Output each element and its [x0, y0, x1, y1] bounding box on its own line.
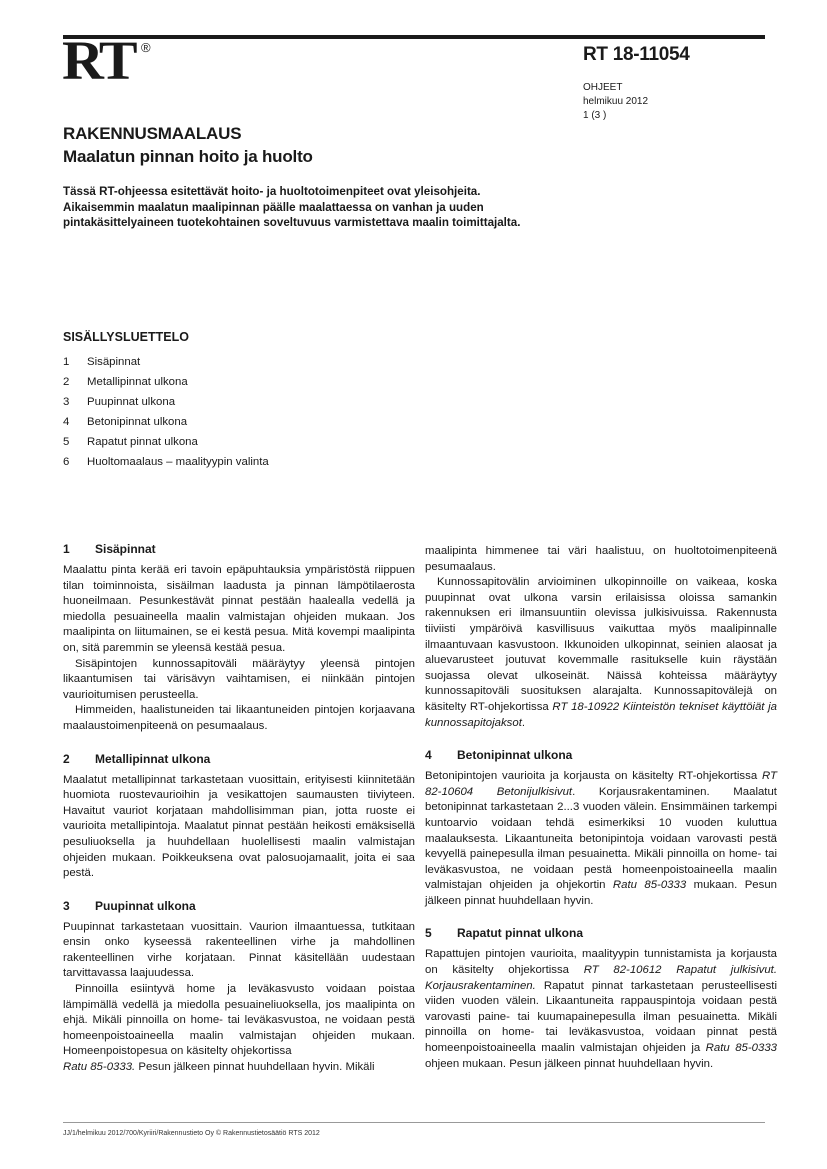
section-number: 4: [425, 748, 432, 763]
paragraph-text: Pinnoilla esiintyvä home ja leväkasvusto voidaan poistaa lämpimällä vedellä ja miedolla pesuaineliuoksella, jos maalipinta on ehjä. Mikäli pinnoilla on home- tai leväkasvustoa, ne voidaan pestä homeenpoistoaineella maalin valmistajan ohjeiden mukaan. Homeenpoistopesua on käsitelty ohjekortissa: [63, 983, 415, 1058]
toc-item[interactable]: [63, 352, 269, 372]
reference: RT 82-10604 Betonijulkisivut: [425, 770, 777, 798]
paragraph-text: ohjeen mukaan. Pesun jälkeen pinnat huuhdellaan hyvin.: [425, 1057, 714, 1070]
section-number: 3: [63, 898, 70, 913]
table-of-contents: [63, 352, 269, 472]
paragraph: [425, 575, 777, 731]
paragraph: Maalattu pinta kerää eri tavoin epäpuhtauksia ympäristöstä riippuen tilan toiminnoista, sisäilman laadusta ja pinnan lämpötilaerosta huoneilmaan. Pesunkestävät pinnat pestään haalealla vedellä ja miedolla pesuaineella maalin valmistajan ohjeiden mukaan. Jos maalipinta on liitumainen, se ei kestä pesua. Mitä kovempi maalipinta on, sitä paremmin se yleensä kestää pesua.: [63, 564, 415, 654]
intro-paragraph: [63, 184, 583, 231]
header-rule: [63, 35, 765, 39]
paragraph: maalipinta himmenee tai väri haalistuu, on huoltotoimenpiteenä pesumaalaus.: [425, 545, 777, 573]
section-number: 5: [425, 926, 432, 941]
intro-line: Aikaisemmin maalatun maalipinnan päälle maalattaessa on vanhan ja uuden: [63, 200, 484, 214]
reference: Ratu 85-0333.: [63, 1061, 136, 1074]
section-heading: [63, 751, 415, 767]
paragraph: Himmeiden, haalistuneiden tai likaantuneiden pintojen korjaavana maalaustoimenpiteenä on pesumaalaus.: [63, 704, 415, 732]
paragraph: Sisäpintojen kunnossapitoväli määräytyy yleensä pintojen likaantumisen tai värisävyn vaihtamisen, ei niinkään pintojen vaurioitumisen perusteella.: [63, 657, 415, 701]
toc-item-number: 3: [63, 396, 70, 408]
paragraph: [425, 769, 777, 909]
toc-item[interactable]: [63, 372, 269, 392]
paragraph-text: Pesun jälkeen pinnat huuhdellaan hyvin. Mikäli: [135, 1061, 375, 1074]
section-heading: [425, 747, 777, 763]
paragraph: [63, 982, 415, 1076]
toc-item-number: 5: [63, 436, 70, 448]
reference: Ratu 85-0333: [612, 879, 687, 892]
section-number: 2: [63, 751, 70, 766]
section-puupinnat: [63, 898, 415, 1076]
toc-title: SISÄLLYSLUETTELO: [63, 330, 189, 344]
footer-credits: JJ/1/helmikuu 2012/700/Kyriiri/Rakennustieto Oy © Rakennustietosäätiö RTS 2012: [63, 1130, 320, 1137]
section-title: Metallipinnat ulkona: [95, 751, 211, 766]
section-number: 1: [63, 542, 70, 556]
section-metallipinnat: [63, 751, 415, 882]
section-heading: [63, 898, 415, 914]
section-title: Rapatut pinnat ulkona: [457, 926, 583, 941]
toc-item-label: Betonipinnat ulkona: [87, 416, 188, 428]
paragraph-text: Betonipintojen vaurioita ja korjausta on käsitelty RT-ohjekortissa: [425, 770, 763, 783]
toc-item-label: Huoltomaalaus – maalityypin valinta: [87, 456, 269, 468]
section-title: Puupinnat ulkona: [95, 898, 196, 913]
paragraph-text: Rapatut pinnat tarkastetaan perusteellisesti viiden vuoden välein. Likaantuneita rappauspintoja voidaan pestä varovasti paine- tai kuumapainepesulla ilman pesuainetta. Mikäli pinnoilla on home- tai leväkasvustoa, voidaan pinnat pestä homeenpoistoaineella maalin valmistajan ohjeiden ja: [425, 979, 777, 1055]
section-title: Sisäpinnat: [95, 542, 156, 556]
paragraph-text: Rapattujen pintojen vaurioita, maalityypin tunnistamista ja korjausta on käsitelty ohjekortissa: [425, 948, 777, 977]
registered-mark-icon: ®: [141, 40, 151, 55]
page-number: 1 (3 ): [583, 110, 607, 121]
section-sisapinnat: [63, 541, 415, 735]
reference: RT 82-10612 Rapatut julkisivut. Korjausrakentaminen.: [425, 964, 777, 992]
section-betonipinnat: [425, 747, 777, 909]
intro-line: Tässä RT-ohjeessa esitettävät hoito- ja huoltotoimenpiteet ovat yleisohjeita.: [63, 185, 481, 198]
section-heading: [425, 925, 777, 941]
document-number: RT 18-11054: [583, 44, 690, 65]
document-subtitle: Maalatun pinnan hoito ja huolto: [63, 147, 313, 166]
reference: RT 18-10922 Kiinteistön tekniset käyttöiät ja kunnossapitojaksot: [425, 700, 777, 729]
footer-rule: [63, 1122, 765, 1123]
toc-item[interactable]: [63, 432, 269, 452]
section-rapatut-pinnat: [425, 925, 777, 1072]
toc-item-label: Metallipinnat ulkona: [87, 376, 188, 388]
toc-item[interactable]: [63, 392, 269, 412]
paragraph: Puupinnat tarkastetaan vuosittain. Vaurion ilmaantuessa, tutkitaan ensin onko kyseessä rakenteellinen virhe ja mahdollinen rakenteellinen virhe korjataan. Pinnat käsitellään uudestaan tarvittavassa laajuudessa.: [63, 920, 415, 980]
document-type: OHJEET: [583, 82, 623, 93]
right-column: [425, 544, 777, 1088]
document-title: RAKENNUSMAALAUS: [63, 124, 242, 143]
toc-item-number: 2: [63, 376, 70, 388]
toc-item-label: Rapatut pinnat ulkona: [87, 436, 198, 448]
paragraph-text: . Korjausrakentaminen. Maalatut betonipinnat tarkastetaan 2...3 vuoden välein. Ensimmäinen tarkempi kuntoarvio voidaan tehdä esimerkiksi 10 vuoden kuluttua maalauksesta. Likaantuneita betonipintoja voidaan varovasti pestä kevyellä painepesulla ilman pesuainetta. Mikäli pinnoilla on home- tai leväkasvustoa, ne voidaan pestä homeenpoistoaineella maalin valmistajan ohjeiden ja ohjekortin: [425, 785, 777, 892]
toc-item-number: 6: [63, 456, 70, 468]
document-meta: [583, 81, 648, 123]
section-heading: [63, 541, 415, 557]
paragraph-text: .: [521, 716, 526, 729]
left-column: [63, 541, 415, 1092]
paragraph-text: Kunnossapitovälin arvioiminen ulkopinnoille on vaikeaa, koska puupinnat ovat ulkona varsin erilaisissa oloissa samankin rakennuksen eri ilmansuuntiin olevissa julkisivuissa. Rakennusta tiiviisti ympäröivä kasvillisuus vaikuttaa myös maalipinnalle ilmaantuvaan kasvustoon. Ikkunoiden ulkopinnat, seinien alaosat ja aluevarusteet joutuvat kovemmalle rasitukselle kuin räystään suojassa olevat ulkoseinät. Näissä kohteissa määräytyy kunnossapitoväli suosituksen alarajalta. Kunnossapitovälejä on käsitelty RT-ohjekortissa: [425, 576, 777, 713]
toc-item-label: Sisäpinnat: [87, 356, 141, 368]
toc-item-number: 4: [63, 416, 70, 428]
document-date: helmikuu 2012: [583, 96, 649, 107]
toc-item-label: Puupinnat ulkona: [87, 396, 176, 408]
rt-logo: RT: [62, 29, 135, 92]
toc-item[interactable]: [63, 412, 269, 432]
intro-line: pintakäsittelyaineen tuotekohtainen soveltuvuus varmistettava maalin toimittajalta.: [63, 216, 521, 229]
section-puupinnat-continued: [425, 544, 777, 731]
paragraph: Maalatut metallipinnat tarkastetaan vuosittain, erityisesti kiinnitetään huomiota ruostevaurioihin ja vesikattojen saumausten tiiviyteen. Havaitut vauriot korjataan mahdollisimman pian, jotta ruoste ei vaurioita metallipintoja. Maalatut pinnat pestään heikosti emäksisellä pesuliuoksella ja huuhdellaan huolellisesti maalin valmistajan ohjeiden mukaan. Poikkeuksena ovat palosuojamaalit, joita ei saa pestä.: [63, 773, 415, 880]
toc-item[interactable]: [63, 452, 269, 472]
reference: Ratu 85-0333: [705, 1042, 777, 1055]
paragraph: [425, 947, 777, 1072]
section-title: Betonipinnat ulkona: [457, 748, 573, 763]
toc-item-number: 1: [63, 356, 70, 368]
paragraph-text: mukaan. Pesun jälkeen pinnat huuhdellaan hyvin.: [425, 879, 777, 907]
